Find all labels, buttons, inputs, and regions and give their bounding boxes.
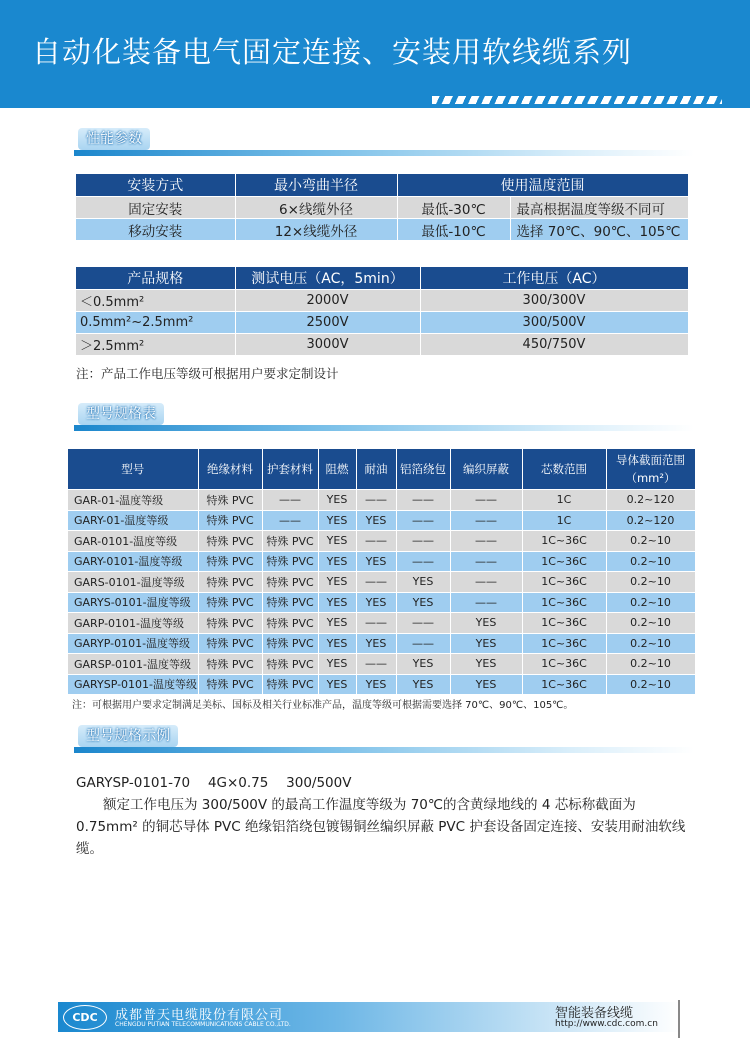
model-cell: YES xyxy=(450,674,522,694)
voltage-cell: 300/300V xyxy=(420,290,688,312)
model-cell: YES xyxy=(396,654,450,675)
model-cell: —— xyxy=(450,572,522,593)
model-cell: 特殊 PVC xyxy=(262,654,318,675)
model-cell: —— xyxy=(356,654,396,675)
model-cell: —— xyxy=(450,490,522,511)
table-row xyxy=(76,290,688,312)
model-cell: GARYSP-0101-温度等级 xyxy=(68,674,198,694)
model-note: 注：可根据用户要求定制满足美标、国标及相关行业标准产品，温度等级可根据需要选择 70℃、90℃、105℃。 xyxy=(72,700,574,711)
model-cell: YES xyxy=(318,592,356,613)
footer-tagline: 智能装备线缆 xyxy=(555,1006,634,1021)
page-title: 自动化装备电气固定连接、安装用软线缆系列 xyxy=(32,35,633,69)
model-cell: YES xyxy=(450,613,522,634)
table-row xyxy=(76,219,688,241)
model-cell: YES xyxy=(318,551,356,572)
model-cell: 特殊 PVC xyxy=(198,613,262,634)
model-cell: GARS-0101-温度等级 xyxy=(68,572,198,593)
model-header-foil: 铝箔绕包 xyxy=(396,449,450,490)
model-header-cores: 芯数范围 xyxy=(522,449,606,490)
model-cell: 0.2~10 xyxy=(606,572,695,593)
model-cell: YES xyxy=(356,510,396,531)
table-row xyxy=(68,592,695,613)
model-cell: 0.2~10 xyxy=(606,592,695,613)
model-cell: GAR-0101-温度等级 xyxy=(68,531,198,552)
install-cell: 12×线缆外径 xyxy=(235,219,397,241)
model-cell: GARY-0101-温度等级 xyxy=(68,551,198,572)
model-cell: 特殊 PVC xyxy=(262,633,318,654)
model-cell: —— xyxy=(356,613,396,634)
company-name: 成都普天电缆股份有限公司 xyxy=(115,1008,284,1023)
table-row xyxy=(76,312,688,334)
install-header-radius: 最小弯曲半径 xyxy=(235,174,397,197)
model-cell: GARYP-0101-温度等级 xyxy=(68,633,198,654)
model-cell: 特殊 PVC xyxy=(198,633,262,654)
section-title-model-table: 型号规格表 xyxy=(78,403,164,425)
install-cell: 移动安装 xyxy=(76,219,235,241)
model-cell: GARYS-0101-温度等级 xyxy=(68,592,198,613)
section-title-performance: 性能参数 xyxy=(78,128,150,150)
model-header-model: 型号 xyxy=(68,449,198,490)
company-name-en: CHENGDU PUTIAN TELECOMMUNICATIONS CABLE CO.,LTD. xyxy=(115,1021,291,1028)
table-row xyxy=(68,551,695,572)
model-cell: —— xyxy=(396,613,450,634)
model-cell: 特殊 PVC xyxy=(198,674,262,694)
voltage-cell: 0.5mm²~2.5mm² xyxy=(76,312,235,334)
install-cell: 最低-10℃ xyxy=(397,219,510,241)
install-table xyxy=(76,174,689,240)
model-cell: YES xyxy=(356,551,396,572)
model-header-section-line1: 导体截面范围 xyxy=(616,453,685,467)
company-logo: CDC xyxy=(63,1005,107,1030)
model-cell: YES xyxy=(356,633,396,654)
model-cell: 特殊 PVC xyxy=(262,572,318,593)
model-cell: 1C~36C xyxy=(522,572,606,593)
model-cell: —— xyxy=(396,551,450,572)
model-cell: 特殊 PVC xyxy=(262,592,318,613)
section-bar-performance xyxy=(74,150,694,156)
model-cell: 特殊 PVC xyxy=(198,592,262,613)
model-cell: GAR-01-温度等级 xyxy=(68,490,198,511)
model-cell: 1C~36C xyxy=(522,633,606,654)
voltage-cell: ＜0.5mm² xyxy=(76,290,235,312)
table-row xyxy=(68,674,695,694)
model-cell: YES xyxy=(450,654,522,675)
model-cell: —— xyxy=(356,531,396,552)
model-cell: 特殊 PVC xyxy=(262,674,318,694)
model-cell: 特殊 PVC xyxy=(198,551,262,572)
table-row xyxy=(68,654,695,675)
model-cell: 0.2~120 xyxy=(606,510,695,531)
voltage-cell: 300/500V xyxy=(420,312,688,334)
voltage-note: 注：产品工作电压等级可根据用户要求定制设计 xyxy=(76,366,339,381)
table-row xyxy=(68,572,695,593)
install-cell: 固定安装 xyxy=(76,197,235,219)
footer-divider xyxy=(678,1000,680,1038)
model-cell: 特殊 PVC xyxy=(198,654,262,675)
model-header-insulation: 绝缘材料 xyxy=(198,449,262,490)
model-cell: YES xyxy=(318,613,356,634)
model-cell: 特殊 PVC xyxy=(262,613,318,634)
model-cell: YES xyxy=(318,531,356,552)
install-cell: 最高根据温度等级不同可 xyxy=(510,197,688,219)
model-cell: YES xyxy=(396,572,450,593)
model-cell: —— xyxy=(356,490,396,511)
model-header-sheath: 护套材料 xyxy=(262,449,318,490)
voltage-cell: 3000V xyxy=(235,334,420,356)
section-bar-model-table xyxy=(74,425,694,431)
model-cell: —— xyxy=(262,490,318,511)
table-row xyxy=(68,613,695,634)
install-cell: 选择 70℃、90℃、105℃ xyxy=(510,219,688,241)
model-cell: 1C~36C xyxy=(522,592,606,613)
model-header-section-unit: （mm²） xyxy=(625,471,676,485)
table-row xyxy=(68,510,695,531)
model-cell: YES xyxy=(318,510,356,531)
model-cell: 1C xyxy=(522,510,606,531)
model-table xyxy=(68,449,696,694)
model-cell: YES xyxy=(318,674,356,694)
model-cell: —— xyxy=(450,531,522,552)
model-cell: YES xyxy=(318,490,356,511)
voltage-cell: 2000V xyxy=(235,290,420,312)
voltage-header-work: 工作电压（AC） xyxy=(420,267,688,290)
model-cell: 0.2~10 xyxy=(606,674,695,694)
model-cell: YES xyxy=(356,674,396,694)
model-cell: —— xyxy=(450,592,522,613)
voltage-cell: 2500V xyxy=(235,312,420,334)
model-cell: YES xyxy=(396,592,450,613)
model-cell: 特殊 PVC xyxy=(198,531,262,552)
model-cell: GARSP-0101-温度等级 xyxy=(68,654,198,675)
model-cell: 1C xyxy=(522,490,606,511)
install-header-temp: 使用温度范围 xyxy=(397,174,688,197)
model-cell: 0.2~10 xyxy=(606,531,695,552)
install-cell: 6×线缆外径 xyxy=(235,197,397,219)
model-cell: GARP-0101-温度等级 xyxy=(68,613,198,634)
model-cell: 特殊 PVC xyxy=(262,551,318,572)
model-cell: —— xyxy=(396,490,450,511)
model-cell: 0.2~10 xyxy=(606,613,695,634)
model-cell: 特殊 PVC xyxy=(262,531,318,552)
voltage-cell: ＞2.5mm² xyxy=(76,334,235,356)
model-cell: 0.2~120 xyxy=(606,490,695,511)
model-cell: YES xyxy=(356,592,396,613)
model-cell: 0.2~10 xyxy=(606,633,695,654)
voltage-table xyxy=(76,267,689,355)
install-header-method: 安装方式 xyxy=(76,174,235,197)
model-cell: YES xyxy=(318,572,356,593)
model-cell: 1C~36C xyxy=(522,613,606,634)
header-stripes xyxy=(432,96,722,104)
model-cell: 1C~36C xyxy=(522,654,606,675)
model-cell: 特殊 PVC xyxy=(198,572,262,593)
model-cell: GARY-01-温度等级 xyxy=(68,510,198,531)
model-cell: 特殊 PVC xyxy=(198,510,262,531)
model-cell: 1C~36C xyxy=(522,531,606,552)
voltage-header-test: 测试电压（AC，5min） xyxy=(235,267,420,290)
table-row xyxy=(68,633,695,654)
model-cell: 0.2~10 xyxy=(606,654,695,675)
example-code-line: GARYSP-0101-70 4G×0.75 300/500V xyxy=(76,775,352,791)
model-cell: YES xyxy=(318,654,356,675)
model-cell: —— xyxy=(356,572,396,593)
model-table-body xyxy=(68,490,695,695)
model-header-flame: 阻燃 xyxy=(318,449,356,490)
model-header-oil: 耐油 xyxy=(356,449,396,490)
model-cell: —— xyxy=(450,551,522,572)
model-cell: —— xyxy=(450,510,522,531)
table-row xyxy=(76,197,688,219)
model-cell: 1C~36C xyxy=(522,551,606,572)
voltage-header-spec: 产品规格 xyxy=(76,267,235,290)
model-cell: —— xyxy=(262,510,318,531)
table-row xyxy=(68,490,695,511)
model-cell: 1C~36C xyxy=(522,674,606,694)
model-header-braid: 编织屏蔽 xyxy=(450,449,522,490)
footer-url[interactable]: http://www.cdc.com.cn xyxy=(555,1019,658,1029)
install-cell: 最低-30℃ xyxy=(397,197,510,219)
table-row xyxy=(68,531,695,552)
model-cell: —— xyxy=(396,510,450,531)
model-cell: YES xyxy=(450,633,522,654)
model-cell: 0.2~10 xyxy=(606,551,695,572)
model-cell: YES xyxy=(318,633,356,654)
model-cell: —— xyxy=(396,531,450,552)
example-description: 额定工作电压为 300/500V 的最高工作温度等级为 70℃的含黄绿地线的 4 芯标称截面为 0.75mm² 的铜芯导体 PVC 绝缘铝箔绕包镀锡铜丝编织屏蔽 PVC 护套设备固定连接、安装用耐油软线缆。 xyxy=(76,797,686,857)
model-cell: YES xyxy=(396,674,450,694)
table-row xyxy=(76,334,688,356)
model-cell: 特殊 PVC xyxy=(198,490,262,511)
section-bar-example xyxy=(74,747,694,753)
section-title-example: 型号规格示例 xyxy=(78,725,178,747)
model-cell: —— xyxy=(396,633,450,654)
voltage-cell: 450/750V xyxy=(420,334,688,356)
model-header-section xyxy=(606,449,695,490)
